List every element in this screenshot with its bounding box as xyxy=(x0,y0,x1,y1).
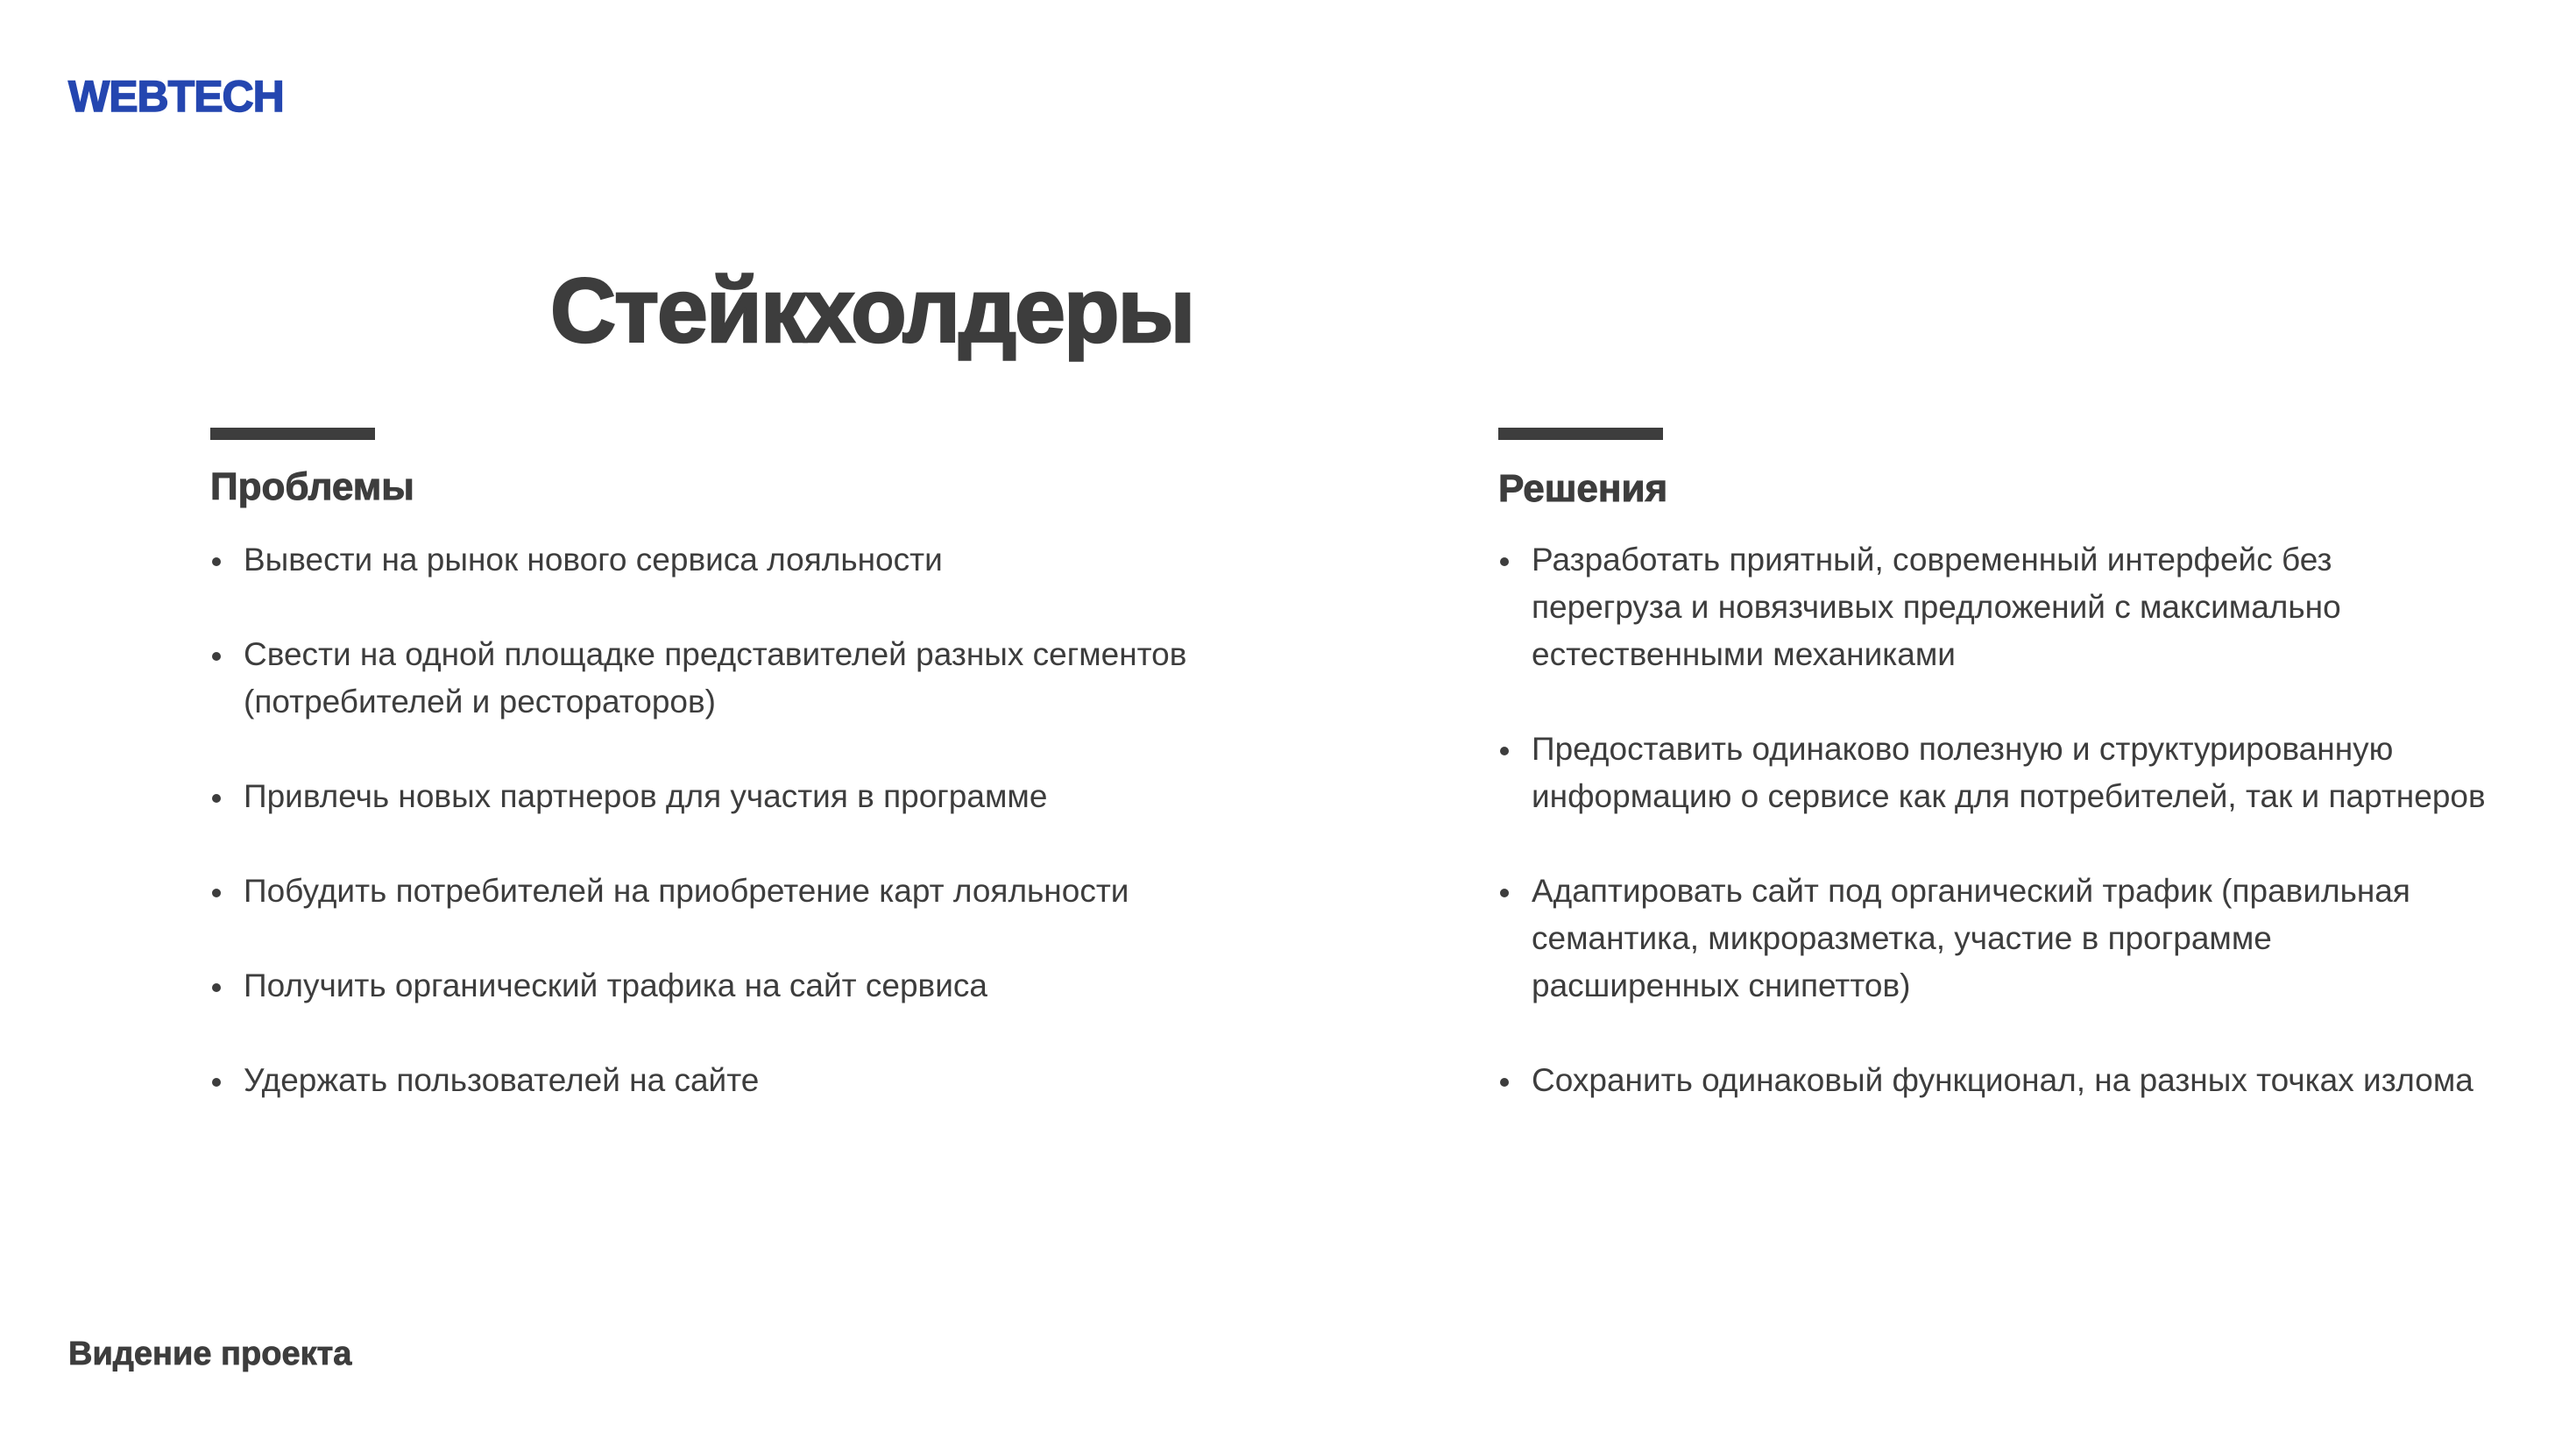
problems-column xyxy=(210,428,1306,1152)
solutions-heading: Решения xyxy=(1498,467,1668,510)
solution-item: Сохранить одинаковый функционал, на разных точках излома xyxy=(1498,1057,2488,1104)
problem-item: Побудить потребителей на приобретение карт лояльности xyxy=(210,868,1306,915)
problem-item: Свести на одной площадке представителей разных сегментов (потребителей и рестораторов) xyxy=(210,631,1306,726)
problems-heading: Проблемы xyxy=(210,465,414,508)
solutions-accent-bar xyxy=(1498,428,1663,440)
problems-accent-bar xyxy=(210,428,375,440)
solution-item: Предоставить одинаково полезную и структурированную информацию о сервисе как для потребителей, так и партнеров xyxy=(1498,726,2488,820)
problem-item: Удержать пользователей на сайте xyxy=(210,1057,1306,1104)
footer-section-label: Видение проекта xyxy=(68,1336,352,1372)
brand-logo: WEBTECH xyxy=(68,72,284,121)
problems-list xyxy=(210,536,1306,1104)
solutions-column xyxy=(1498,428,2488,1152)
problem-item: Получить органический трафика на сайт сервиса xyxy=(210,962,1306,1010)
problem-item: Вывести на рынок нового сервиса лояльности xyxy=(210,536,1306,584)
solution-item: Разработать приятный, современный интерфейс без перегруза и новязчивых предложений с максимально естественными механиками xyxy=(1498,536,2488,678)
solutions-list xyxy=(1498,536,2488,1104)
solution-item: Адаптировать сайт под органический трафик (правильная семантика, микроразметка, участие в программе расширенных снипеттов) xyxy=(1498,868,2488,1010)
page-title: Стейкхолдеры xyxy=(550,260,1194,362)
problem-item: Привлечь новых партнеров для участия в программе xyxy=(210,773,1306,820)
